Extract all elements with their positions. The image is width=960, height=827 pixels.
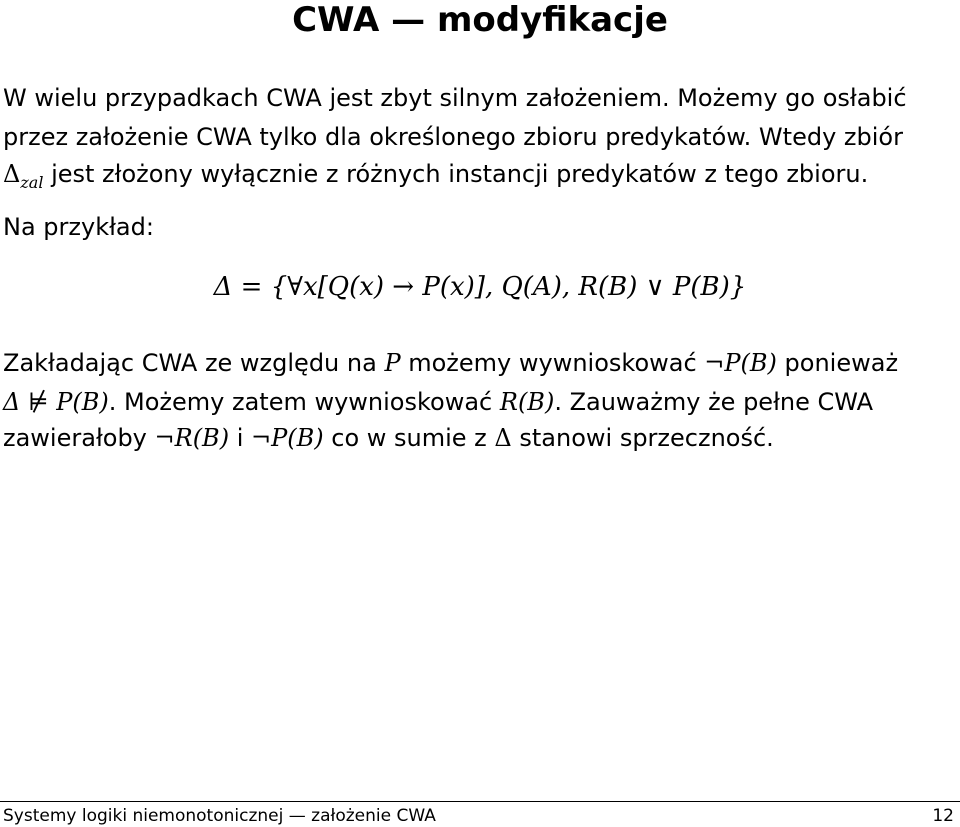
predicate-P: P	[384, 349, 401, 377]
neg-P-B: ¬P(B)	[704, 349, 777, 377]
slide-title: CWA — modyfikacje	[292, 0, 668, 40]
text-segment: co w sumie z	[323, 424, 495, 452]
neg-R-B: ¬R(B)	[154, 424, 230, 452]
delta-symbol: Δ	[494, 424, 512, 452]
paragraph-line-3-text: jest złożony wyłącznie z różnych instancji predykatów z tego zbioru.	[43, 160, 869, 188]
not-entails-expression: Δ ⊭ P(B)	[3, 388, 109, 416]
text-segment: Zakładając CWA ze względu na	[3, 349, 385, 377]
R-B: R(B)	[499, 388, 555, 416]
paragraph-line-1: W wielu przypadkach CWA jest zbyt silnym założeniem. Możemy go osłabić	[3, 84, 907, 112]
delta-symbol: Δ	[3, 160, 21, 188]
conclusion-line-2	[3, 388, 873, 416]
text-segment: . Zauważmy że pełne CWA	[554, 388, 874, 416]
neg-P-B: ¬P(B)	[251, 424, 324, 452]
conclusion-line-3	[3, 424, 774, 452]
text-segment: ponieważ	[776, 349, 899, 377]
text-segment: . Możemy zatem wywnioskować	[108, 388, 500, 416]
delta-formula: Δ = {∀x[Q(x) → P(x)], Q(A), R(B) ∨ P(B)}	[213, 272, 747, 302]
text-segment: stanowi sprzeczność.	[511, 424, 774, 452]
footer-divider	[0, 801, 960, 802]
example-label: Na przykład:	[3, 213, 154, 241]
text-segment: i	[229, 424, 251, 452]
paragraph-line-2: przez założenie CWA tylko dla określonego zbioru predykatów. Wtedy zbiór	[3, 123, 903, 151]
text-segment: możemy wywnioskować	[400, 349, 705, 377]
conclusion-line-1	[3, 349, 898, 377]
page-number: 12	[932, 806, 954, 826]
text-segment: zawierałoby	[3, 424, 155, 452]
footer-title: Systemy logiki niemonotonicznej — założenie CWA	[3, 806, 436, 826]
paragraph-line-3	[3, 160, 869, 192]
delta-subscript: zal	[20, 173, 44, 192]
